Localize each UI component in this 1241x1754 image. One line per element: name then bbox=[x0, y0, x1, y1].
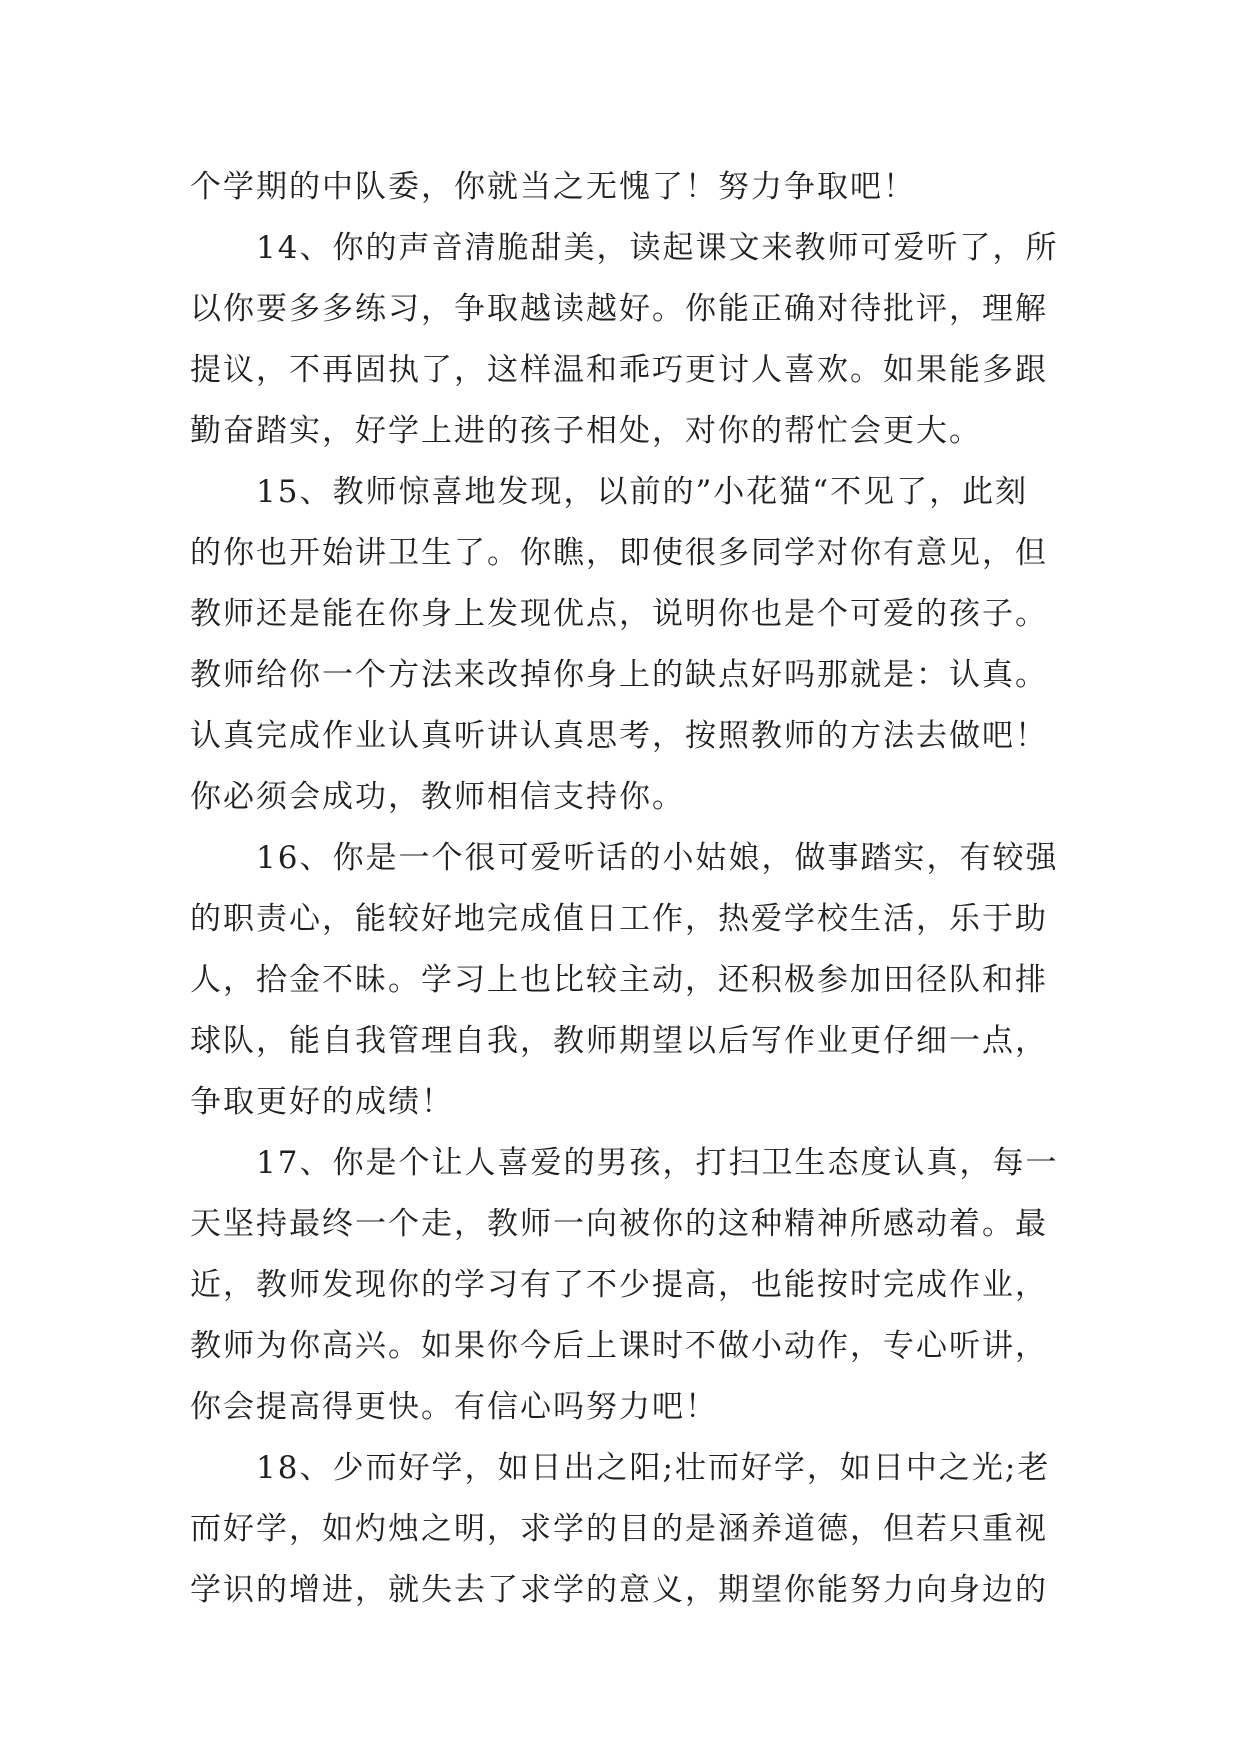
text-line: 认真完成作业认真听讲认真思考，按照教师的方法去做吧！ bbox=[190, 718, 1048, 754]
paragraph-16-line-1: 16、你是一个很可爱听话的小姑娘，做事踏实，有较强 bbox=[256, 840, 1059, 876]
paragraph-15-line-1: 15、教师惊喜地发现，以前的”小花猫“不见了，此刻 bbox=[256, 474, 1029, 510]
text-line: 近，教师发现你的学习有了不少提高，也能按时完成作业， bbox=[190, 1267, 1048, 1303]
paragraph-17-line-1: 17、你是个让人喜爱的男孩，打扫卫生态度认真，每一 bbox=[256, 1145, 1059, 1181]
text-line: 天坚持最终一个走，教师一向被你的这种精神所感动着。最 bbox=[190, 1206, 1048, 1242]
text-line: 球队，能自我管理自我，教师期望以后写作业更仔细一点， bbox=[190, 1023, 1048, 1059]
text-line: 勤奋踏实，好学上进的孩子相处，对你的帮忙会更大。 bbox=[190, 413, 982, 449]
text-line: 教师还是能在你身上发现优点，说明你也是个可爱的孩子。 bbox=[190, 596, 1048, 632]
text-line: 提议，不再固执了，这样温和乖巧更讨人喜欢。如果能多跟 bbox=[190, 352, 1048, 388]
text-line: 教师为你高兴。如果你今后上课时不做小动作，专心听讲， bbox=[190, 1328, 1048, 1364]
text-line: 你会提高得更快。有信心吗努力吧！ bbox=[190, 1389, 718, 1425]
text-line: 人，拾金不昧。学习上也比较主动，还积极参加田径队和排 bbox=[190, 962, 1048, 998]
text-line: 的你也开始讲卫生了。你瞧，即使很多同学对你有意见，但 bbox=[190, 535, 1048, 571]
text-line: 以你要多多练习，争取越读越好。你能正确对待批评，理解 bbox=[190, 291, 1048, 327]
text-line: 个学期的中队委，你就当之无愧了！努力争取吧！ bbox=[190, 169, 916, 205]
text-line: 的职责心，能较好地完成值日工作，热爱学校生活，乐于助 bbox=[190, 901, 1048, 937]
paragraph-14-line-1: 14、你的声音清脆甜美，读起课文来教师可爱听了，所 bbox=[256, 230, 1059, 266]
text-line: 教师给你一个方法来改掉你身上的缺点好吗那就是：认真。 bbox=[190, 657, 1048, 693]
text-line: 学识的增进，就失去了求学的意义，期望你能努力向身边的 bbox=[190, 1572, 1048, 1608]
text-line: 而好学，如灼烛之明，求学的目的是涵养道德，但若只重视 bbox=[190, 1511, 1048, 1547]
paragraph-18-line-1: 18、少而好学，如日出之阳;壮而好学，如日中之光;老 bbox=[256, 1450, 1051, 1486]
text-line: 争取更好的成绩！ bbox=[190, 1084, 454, 1120]
document-body bbox=[190, 157, 1060, 1621]
text-line: 你必须会成功，教师相信支持你。 bbox=[190, 779, 685, 815]
